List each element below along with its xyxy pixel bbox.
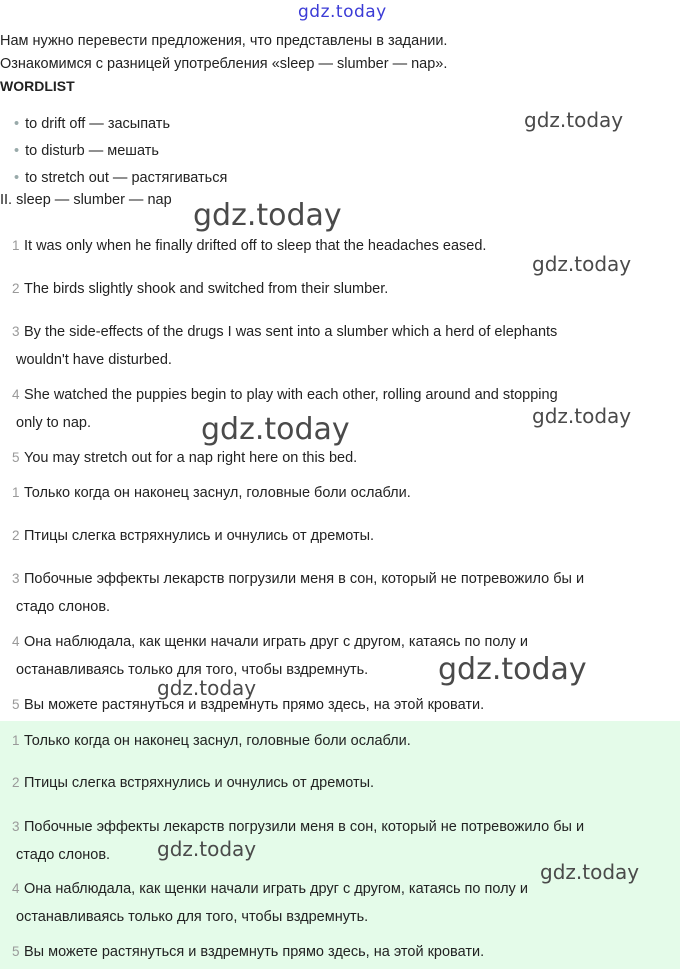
item-line: By the side-effects of the drugs I was sent into a slumber which a herd of elephants [24,324,558,340]
item-number: 4 [12,634,20,649]
watermark: gdz.today [532,404,632,428]
intro-line: Нам нужно перевести предложения, что представлены в задании. [0,33,448,49]
item-line: Побочные эффекты лекарств погрузили меня в сон, который не потревожило бы и [24,571,585,587]
item-line: Вы можете растянуться и вздремнуть прямо здесь, на этой кровати. [24,697,485,713]
item-line: The birds slightly shook and switched from their slumber. [24,281,389,297]
item-number: 4 [12,387,20,402]
item-number: 2 [12,281,20,296]
list-item [12,565,674,621]
bullet-icon: • [14,170,20,186]
item-number: 1 [12,733,20,748]
list-item [12,479,674,507]
wordlist-item [14,170,227,186]
item-number: 5 [12,450,20,465]
item-line: Она наблюдала, как щенки начали играть друг с другом, катаясь по полу и [24,881,528,897]
bullet-icon: • [14,116,20,132]
item-line: You may stretch out for a nap right here on this bed. [24,450,358,466]
wordlist-item [14,116,170,132]
list-item [12,522,674,550]
item-number: 5 [12,944,20,959]
item-line: wouldn't have disturbed. [16,352,172,368]
wordlist-item-text: to drift off — засыпать [25,116,170,132]
list-item [12,691,674,719]
item-number: 3 [12,571,20,586]
wordlist-item-text: to stretch out — растягиваться [25,170,228,186]
watermark: gdz.today [193,198,342,233]
item-line: Птицы слегка встряхнулись и очнулись от дремоты. [24,528,375,544]
watermark: gdz.today [298,2,387,22]
item-line: останавливаясь только для того, чтобы вздремнуть. [16,909,369,925]
list-item [12,444,674,472]
wordlist-item-text: to disturb — мешать [25,143,159,159]
item-line: Только когда он наконец заснул, головные боли ослабли. [24,733,411,749]
item-number: 4 [12,881,20,896]
wordlist-title: WORDLIST [0,78,75,94]
watermark: gdz.today [532,252,632,276]
watermark: gdz.today [438,652,587,687]
item-number: 3 [12,324,20,339]
watermark: gdz.today [201,412,350,447]
item-line: Побочные эффекты лекарств погрузили меня в сон, который не потревожило бы и [24,819,585,835]
item-line: останавливаясь только для того, чтобы вздремнуть. [16,662,369,678]
watermark: gdz.today [157,676,257,700]
list-item [12,318,674,374]
bullet-icon: • [14,143,20,159]
item-line: Птицы слегка встряхнулись и очнулись от дремоты. [24,775,375,791]
wordlist-item [14,143,159,159]
answer-item [12,769,674,797]
item-line: стадо слонов. [16,847,111,863]
intro-line: Ознакомимся с разницей употребления «sleep — slumber — nap». [0,56,448,72]
section-title: II. sleep — slumber — nap [0,192,172,208]
item-line: стадо слонов. [16,599,111,615]
watermark: gdz.today [157,837,257,861]
item-number: 5 [12,697,20,712]
item-number: 3 [12,819,20,834]
item-line: Она наблюдала, как щенки начали играть друг с другом, катаясь по полу и [24,634,528,650]
item-line: Вы можете растянуться и вздремнуть прямо здесь, на этой кровати. [24,944,485,960]
answer-item [12,727,674,755]
item-line: Только когда он наконец заснул, головные боли ослабли. [24,485,411,501]
list-item [12,275,674,303]
watermark: gdz.today [524,108,624,132]
item-line: only to nap. [16,415,91,431]
item-line: She watched the puppies begin to play with each other, rolling around and stopping [24,387,558,403]
intro-text [0,30,447,76]
item-number: 2 [12,775,20,790]
item-line: It was only when he finally drifted off to sleep that the headaches eased. [24,238,487,254]
answer-item [12,938,674,966]
item-number: 1 [12,485,20,500]
item-number: 1 [12,238,20,253]
item-number: 2 [12,528,20,543]
watermark: gdz.today [540,860,640,884]
